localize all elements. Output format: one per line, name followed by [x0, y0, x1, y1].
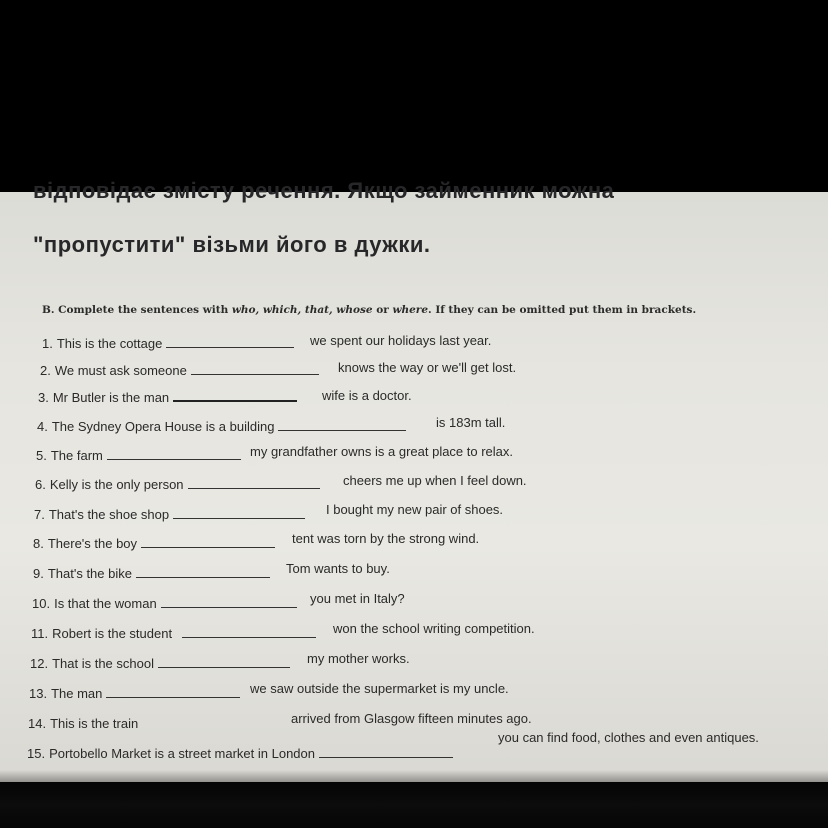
answer-blank[interactable] — [173, 517, 305, 519]
sentence-end: we saw outside the supermarket is my uncle. — [250, 681, 509, 696]
sentence-end: I bought my new pair of shoes. — [326, 502, 504, 517]
answer-blank[interactable] — [188, 487, 320, 489]
list-item: 7. That's the shoe shop — [34, 507, 309, 522]
list-item: 14. This is the train — [28, 716, 139, 731]
list-item: 8. There's the boy — [33, 536, 279, 551]
sentence-end: arrived from Glasgow fifteen minutes ago. — [291, 711, 532, 726]
answer-blank[interactable] — [136, 576, 270, 578]
list-item: 2. We must ask someone — [40, 363, 323, 378]
heading-line-2: "пропустити" візьми його в дужки. — [33, 232, 431, 257]
sentence-end: cheers me up when I feel down. — [343, 473, 527, 488]
list-item: 5. The farm — [36, 448, 245, 463]
list-item: 10. Is that the woman — [32, 596, 301, 611]
bottom-shadow — [0, 770, 828, 828]
answer-blank[interactable] — [166, 346, 294, 348]
answer-blank[interactable] — [161, 606, 297, 608]
list-item: 3. Mr Butler is the man — [38, 390, 301, 405]
sentence-end: you met in Italy? — [310, 591, 405, 606]
sentence-end: tent was torn by the strong wind. — [292, 531, 480, 546]
sentence-end: Tom wants to buy. — [286, 561, 390, 576]
sentence-end: won the school writing competition. — [333, 621, 535, 636]
sentence-end: you can find food, clothes and even antiques. — [498, 730, 759, 745]
sentence-end: we spent our holidays last year. — [310, 333, 492, 348]
heading-line-1: відповідає змісту речення. Якщо займенник можна — [33, 178, 615, 203]
list-item: 15. Portobello Market is a street market in London — [27, 746, 457, 761]
sentence-end: my mother works. — [307, 651, 410, 666]
answer-blank[interactable] — [107, 458, 241, 460]
top-black-area — [0, 0, 828, 200]
answer-blank[interactable] — [182, 636, 316, 638]
answer-blank[interactable] — [173, 399, 297, 402]
list-item: 13. The man — [29, 686, 244, 701]
list-item: 11. Robert is the student — [31, 626, 320, 641]
answer-blank[interactable] — [319, 756, 453, 758]
list-item: 1. This is the cottage — [42, 336, 298, 351]
sentence-end: is 183m tall. — [436, 415, 506, 430]
list-item: 4. The Sydney Opera House is a building — [37, 419, 410, 434]
answer-blank[interactable] — [141, 546, 275, 548]
sentence-end: wife is a doctor. — [322, 388, 412, 403]
answer-blank[interactable] — [106, 696, 240, 698]
exercise-instruction: B. Complete the sentences with who, which, that, whose or where. If they can be omitted put them in brackets. — [42, 304, 697, 316]
list-item: 12. That is the school — [30, 656, 294, 671]
sentence-end: knows the way or we'll get lost. — [338, 360, 517, 375]
answer-blank[interactable] — [158, 666, 290, 668]
answer-blank[interactable] — [278, 429, 406, 431]
list-item: 6. Kelly is the only person — [35, 477, 324, 492]
sentence-end: my grandfather owns is a great place to relax. — [250, 444, 514, 459]
list-item: 9. That's the bike — [33, 566, 274, 581]
worksheet-page — [0, 178, 828, 782]
answer-blank[interactable] — [191, 373, 319, 375]
